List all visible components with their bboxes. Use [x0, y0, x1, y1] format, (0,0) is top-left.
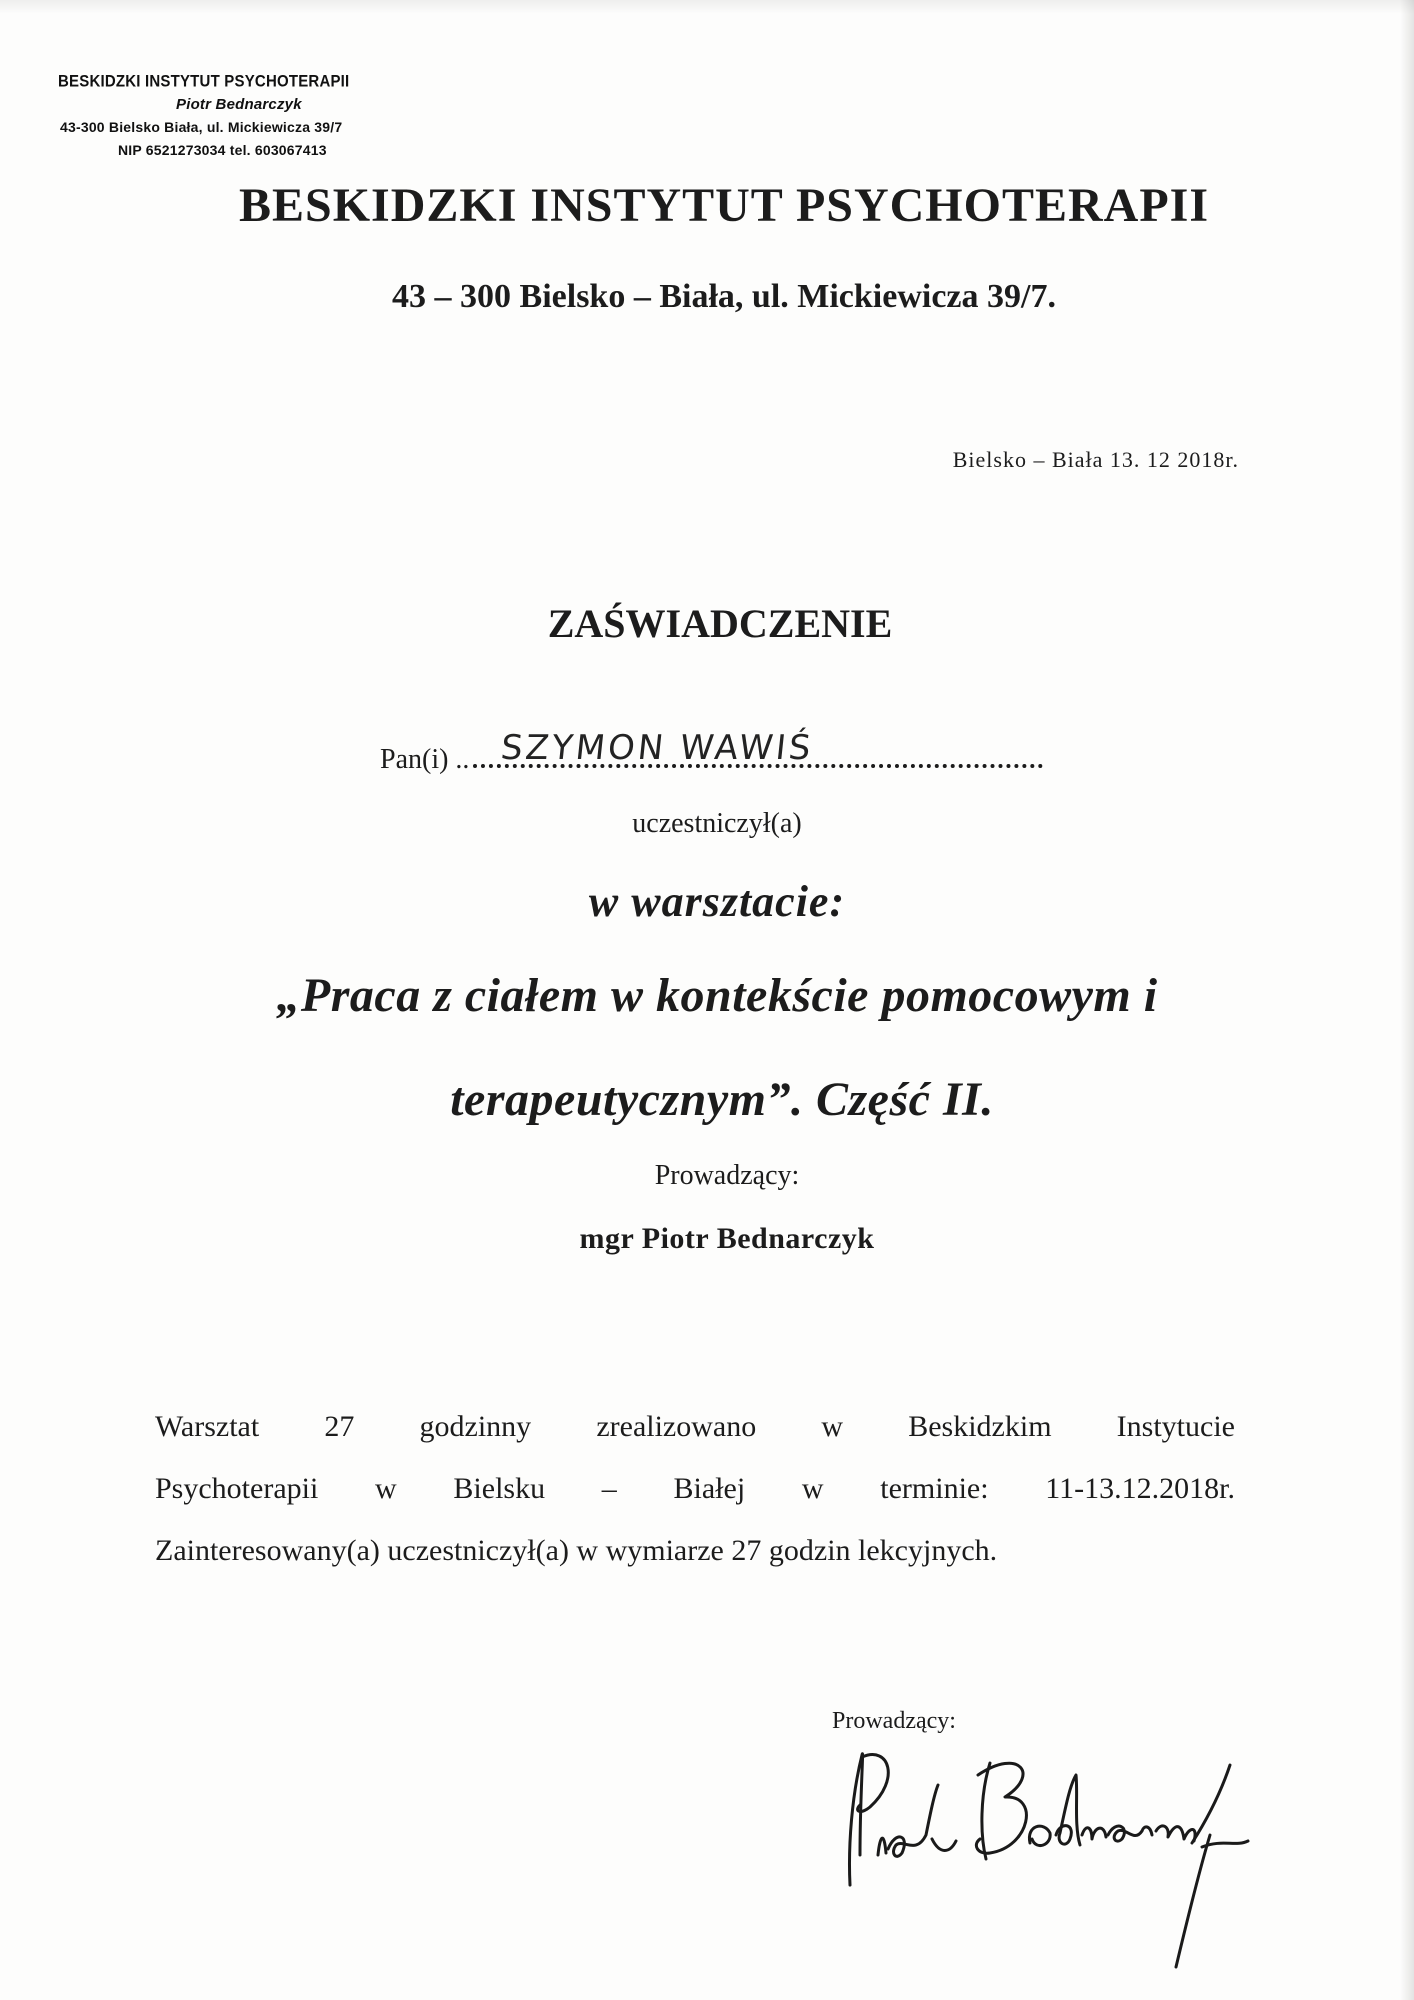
scan-top-shading	[0, 0, 1414, 14]
participant-name-handwritten: SZYMON WAWIŚ	[499, 728, 816, 768]
details-line-3: Zainteresowany(a) uczestniczył(a) w wymiarze 27 godzin lekcyjnych.	[155, 1534, 998, 1567]
name-dotted-field	[473, 728, 1043, 768]
workshop-title-line-1: „Praca z ciałem w kontekście pomocowym i	[276, 969, 1158, 1022]
institute-stamp	[58, 70, 458, 162]
stamp-line-owner: Piotr Bednarczyk	[176, 96, 302, 113]
stamp-line-tax-phone: NIP 6521273034 tel. 603067413	[118, 142, 327, 158]
details-line-2: Psychoterapii w Bielsku – Białej w terminie: 11-13.12.2018r.	[155, 1472, 1235, 1505]
details-line-1: Warsztat 27 godzinny zrealizowano w Beskidzkim Instytucie	[155, 1410, 1235, 1443]
handwritten-signature	[830, 1735, 1270, 1975]
workshop-intro: w warsztacie:	[588, 877, 846, 926]
institution-name: BESKIDZKI INSTYTUT PSYCHOTERAPII	[238, 179, 1210, 232]
signature-label: Prowadzący:	[832, 1708, 956, 1734]
workshop-title-line-2: terapeutycznym”. Część II.	[450, 1073, 994, 1126]
name-prefix: Pan(i) ..	[380, 744, 470, 775]
workshop-details-paragraph	[155, 1396, 1235, 1582]
participant-name-line	[380, 728, 1043, 776]
stamp-line-address: 43-300 Bielsko Biała, ul. Mickiewicza 39/7	[60, 119, 343, 135]
stamp-line-institution: BESKIDZKI INSTYTUT PSYCHOTERAPII	[58, 72, 350, 91]
place-and-date: Bielsko – Biała 13. 12 2018r.	[952, 447, 1239, 472]
certificate-title: ZAŚWIADCZENIE	[547, 601, 893, 646]
participated-text: uczestniczył(a)	[632, 808, 802, 839]
institution-address: 43 – 300 Bielsko – Biała, ul. Mickiewicza 39/7.	[392, 278, 1056, 315]
leader-name: mgr Piotr Bednarczyk	[579, 1222, 875, 1255]
leader-label: Prowadzący:	[654, 1160, 800, 1191]
